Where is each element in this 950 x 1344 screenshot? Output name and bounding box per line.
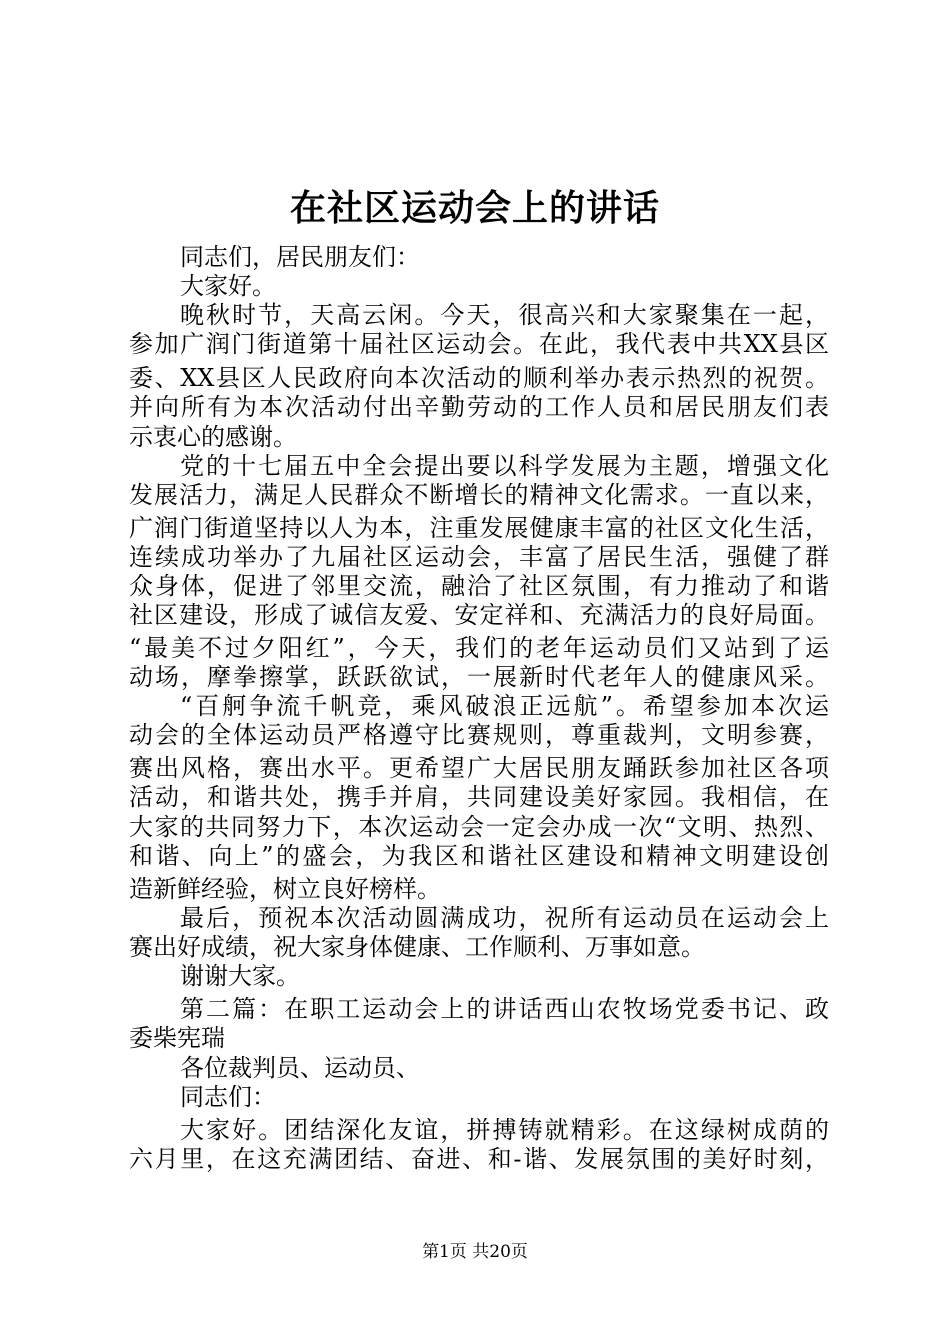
text-line: 动会的全体运动员严格遵守比赛规则，尊重裁判，文明参赛， bbox=[129, 721, 829, 749]
text-line: 大家好。 bbox=[180, 272, 276, 300]
text-line: 和谐、向上”的盛会，为我区和谐社区建设和精神文明建设创 bbox=[129, 842, 829, 870]
text-line: 赛出好成绩，祝大家身体健康、工作顺利、万事如意。 bbox=[129, 933, 705, 961]
text-line: 大家的共同努力下，本次运动会一定会办成一次“文明、热烈、 bbox=[129, 813, 829, 841]
text-line: 大家好。团结深化友谊，拼搏铸就精彩。在这绿树成荫的 bbox=[180, 1116, 829, 1144]
text-line: 发展活力，满足人民群众不断增长的精神文化需求。一直以来， bbox=[129, 481, 829, 509]
text-line: 最后，预祝本次活动圆满成功，祝所有运动员在运动会上 bbox=[180, 904, 829, 932]
text-line: 众身体，促进了邻里交流，融洽了社区氛围，有力推动了和谐 bbox=[129, 572, 829, 600]
page-title: 在社区运动会上的讲话 bbox=[289, 187, 660, 229]
text-line: 委、XX县区人民政府向本次活动的顺利举办表示热烈的祝贺。 bbox=[129, 364, 829, 392]
text-line: 第二篇：在职工运动会上的讲话西山农牧场党委书记、政 bbox=[180, 995, 829, 1023]
page-footer: 第1页 共20页 bbox=[422, 1242, 528, 1262]
text-line: 并向所有为本次活动付出辛勤劳动的工作人员和居民朋友们表 bbox=[129, 393, 829, 421]
text-line: 谢谢大家。 bbox=[180, 962, 300, 990]
text-line: 参加广润门街道第十届社区运动会。在此，我代表中共XX县区 bbox=[129, 330, 829, 358]
text-line: 广润门街道坚持以人为本，注重发展健康丰富的社区文化生活， bbox=[129, 514, 829, 542]
text-line: “百舸争流千帆竞，乘风破浪正远航”。希望参加本次运 bbox=[180, 692, 829, 720]
text-line: 六月里，在这充满团结、奋进、和-谐、发展氛围的美好时刻， bbox=[129, 1145, 829, 1173]
text-line: 社区建设，形成了诚信友爱、安定祥和、充满活力的良好局面。 bbox=[129, 601, 829, 629]
text-line: 示衷心的感谢。 bbox=[129, 423, 297, 451]
text-line: 赛出风格，赛出水平。更希望广大居民朋友踊跃参加社区各项 bbox=[129, 754, 829, 782]
text-line: 晚秋时节，天高云闲。今天，很高兴和大家聚集在一起， bbox=[180, 301, 829, 329]
text-line: 党的十七届五中全会提出要以科学发展为主题，增强文化 bbox=[180, 452, 829, 480]
text-line: 同志们： bbox=[180, 1083, 276, 1111]
text-line: “最美不过夕阳红”，今天，我们的老年运动员们又站到了运 bbox=[129, 634, 829, 662]
text-line: 连续成功举办了九届社区运动会，丰富了居民生活，强健了群 bbox=[129, 543, 829, 571]
text-line: 委柴宪瑞 bbox=[129, 1024, 225, 1052]
text-line: 动场，摩拳擦掌，跃跃欲试，一展新时代老年人的健康风采。 bbox=[129, 663, 829, 691]
text-line: 同志们，居民朋友们： bbox=[180, 243, 420, 271]
text-line: 各位裁判员、运动员、 bbox=[180, 1054, 420, 1082]
text-line: 造新鲜经验，树立良好榜样。 bbox=[129, 875, 441, 903]
text-line: 活动，和谐共处，携手并肩，共同建设美好家园。我相信，在 bbox=[129, 783, 829, 811]
